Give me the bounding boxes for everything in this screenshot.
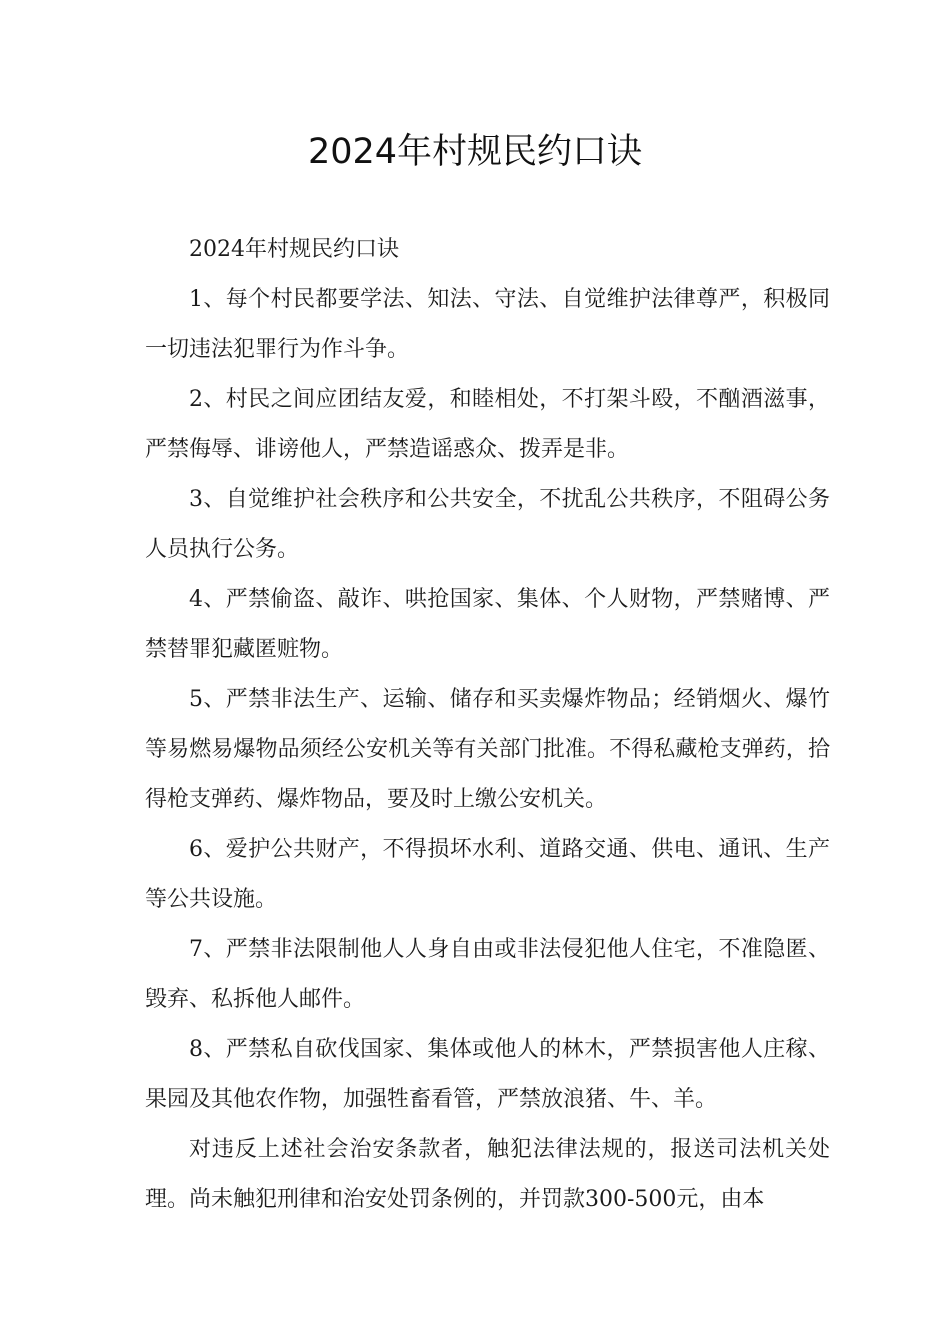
paragraph-rule-8: 8、严禁私自砍伐国家、集体或他人的林木，严禁损害他人庄稼、果园及其他农作物，加强牲畜看管，严禁放浪猪、牛、羊。	[145, 1037, 830, 1112]
paragraph-heading: 2024年村规民约口诀	[189, 237, 399, 262]
paragraph-rule-1: 1、每个村民都要学法、知法、守法、自觉维护法律尊严，积极同一切违法犯罪行为作斗争。	[145, 287, 830, 362]
paragraph-rule-2: 2、村民之间应团结友爱，和睦相处，不打架斗殴，不酗酒滋事，严禁侮辱、诽谤他人，严禁造谣惑众、拨弄是非。	[145, 387, 830, 462]
paragraph-rule-6: 6、爱护公共财产，不得损坏水利、道路交通、供电、通讯、生产等公共设施。	[145, 837, 830, 912]
document-body	[145, 225, 830, 1225]
paragraph-penalty: 对违反上述社会治安条款者，触犯法律法规的，报送司法机关处理。尚未触犯刑律和治安处罚条例的，并罚款300-500元，由本	[145, 1137, 830, 1212]
paragraph-rule-3: 3、自觉维护社会秩序和公共安全，不扰乱公共秩序，不阻碍公务人员执行公务。	[145, 487, 830, 562]
paragraph-rule-5: 5、严禁非法生产、运输、储存和买卖爆炸物品；经销烟火、爆竹等易燃易爆物品须经公安机关等有关部门批准。不得私藏枪支弹药，拾得枪支弹药、爆炸物品，要及时上缴公安机关。	[145, 687, 830, 812]
paragraph-rule-7: 7、严禁非法限制他人人身自由或非法侵犯他人住宅，不准隐匿、毁弃、私拆他人邮件。	[145, 937, 830, 1012]
paragraph-rule-4: 4、严禁偷盗、敲诈、哄抢国家、集体、个人财物，严禁赌博、严禁替罪犯藏匿赃物。	[145, 587, 830, 662]
page-title: 2024年村规民约口诀	[307, 132, 643, 172]
